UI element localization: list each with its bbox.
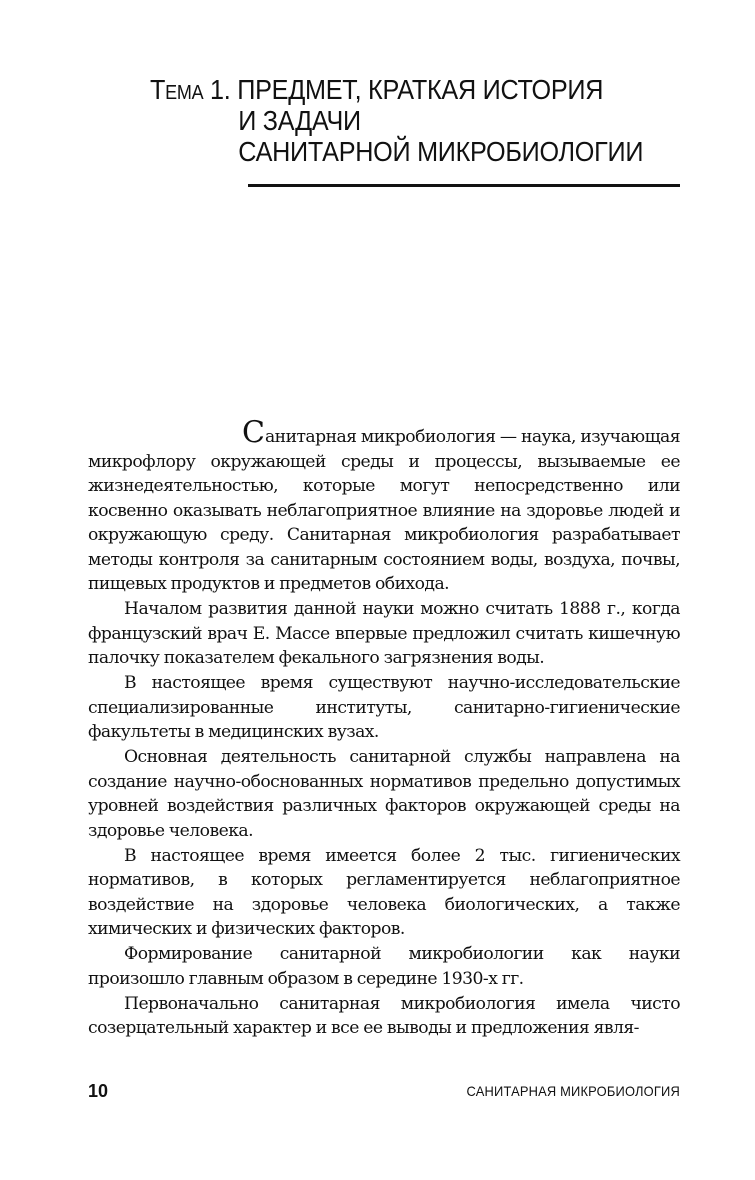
heading-underline-rule: [248, 184, 680, 187]
paragraph: Первоначально санитарная микробиология имела чисто созерцательный характер и все ее выводы и предложения явля-: [88, 993, 680, 1038]
body-text: [88, 415, 680, 1041]
paragraph-1-text: анитарная микробиология — наука, изучающая микрофлору окружающей среды и процессы, вызываемые ее жизнедеятельностью, которые могут непосредственно или косвенно оказывать неблагоприятное влияние на здоровье людей и окружающую среду. Санитарная микробиология разрабатывает методы контроля за санитарным состоянием воды, воздуха, почвы, пищевых продуктов и предметов обихода.: [88, 427, 680, 594]
paragraph: [88, 415, 680, 597]
initial-letter: С: [242, 415, 265, 450]
paragraph: Началом развития данной науки можно считать 1888 г., когда французский врач Е. Массе впервые предложил считать кишечную палочку показателем фекального загрязнения воды.: [88, 599, 680, 668]
chapter-heading: [150, 74, 644, 167]
paragraph: В настоящее время имеется более 2 тыс. гигиенических нормативов, в которых регламентируется неблагоприятное воздействие на здоровье человека биологических, а также химических и физических факторов.: [88, 845, 680, 939]
page-number: 10: [88, 1081, 109, 1101]
paragraph: Формирование санитарной микробиологии как науки произошло главным образом в середине 1930-х гг.: [88, 944, 680, 989]
running-footer-title: САНИТАРНАЯ МИКРОБИОЛОГИЯ: [466, 1083, 680, 1099]
chapter-heading-line-1: [150, 74, 636, 105]
paragraph: Основная деятельность санитарной службы направлена на создание научно-обоснованных нормативов предельно допустимых уровней воздействия различных факторов окружающей среды на здоровье человека.: [88, 747, 680, 841]
chapter-label: Тема 1.: [150, 74, 231, 105]
paragraph: В настоящее время существуют научно-исследовательские специализированные институты, санитарно-гигиенические факультеты в медицинских вузах.: [88, 673, 680, 742]
chapter-title-line-2: И ЗАДАЧИ: [238, 105, 361, 136]
chapter-title-line-3: САНИТАРНОЙ МИКРОБИОЛОГИИ: [238, 136, 644, 167]
chapter-title-line-1: ПРЕДМЕТ, КРАТКАЯ ИСТОРИЯ: [237, 74, 604, 105]
